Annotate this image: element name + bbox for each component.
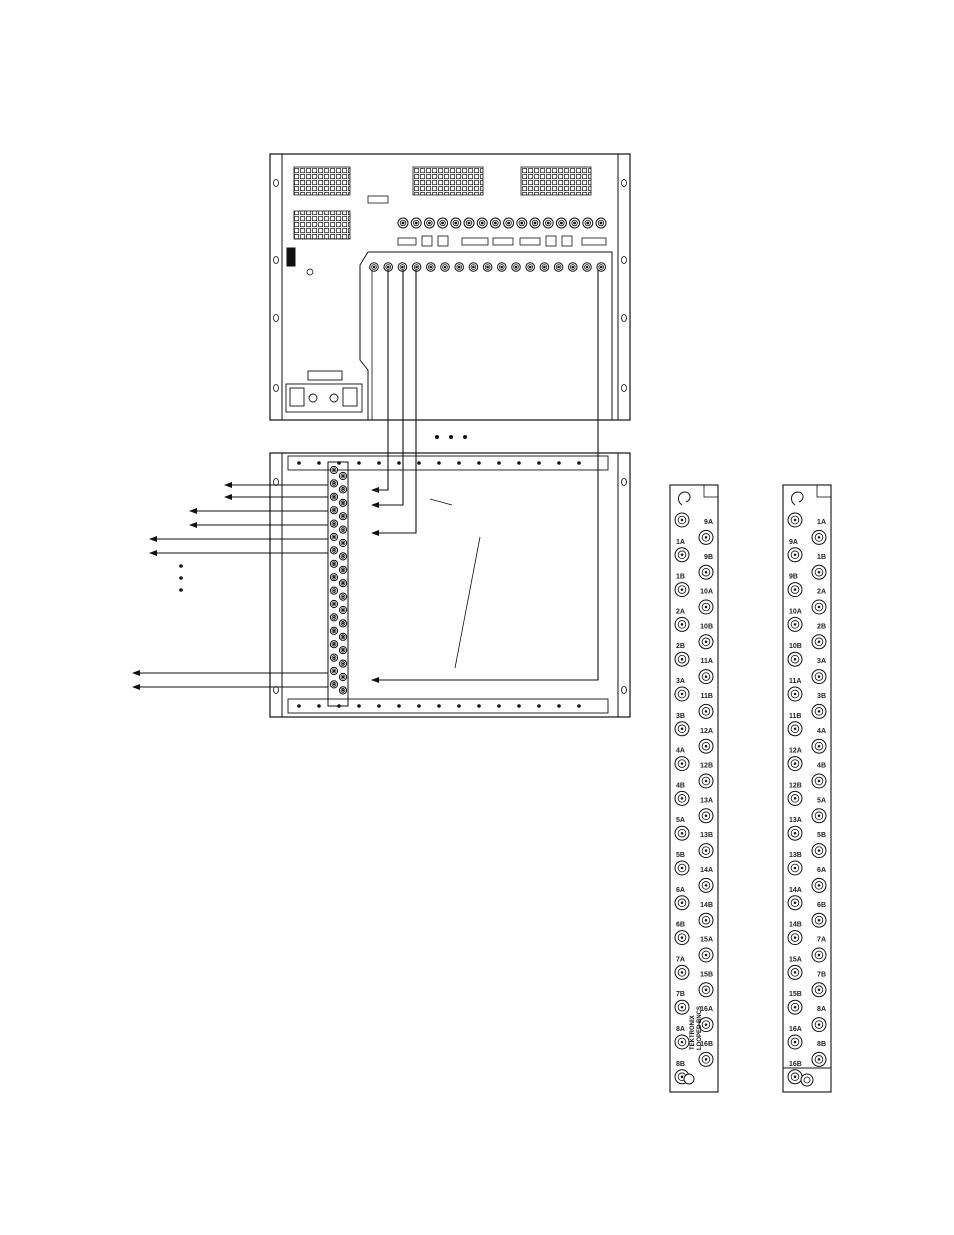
bnc-connector bbox=[675, 722, 689, 736]
bnc-connector bbox=[483, 263, 492, 272]
bnc-connector bbox=[699, 704, 713, 718]
connector-label: 1A bbox=[817, 519, 826, 526]
rack-screw bbox=[274, 257, 279, 264]
bnc-connector bbox=[540, 263, 549, 272]
bnc-connector bbox=[699, 635, 713, 649]
rail-hole bbox=[398, 462, 401, 465]
bnc-connector bbox=[339, 687, 346, 694]
connector-label: 15A bbox=[700, 936, 713, 944]
bnc-connector bbox=[339, 526, 346, 533]
bnc-connector bbox=[788, 1070, 802, 1084]
rail-hole bbox=[478, 462, 481, 465]
bnc-connector bbox=[812, 635, 826, 649]
bnc-connector bbox=[438, 218, 448, 228]
bnc-connector bbox=[583, 218, 593, 228]
bnc-connector bbox=[339, 580, 346, 587]
bnc-connector bbox=[596, 218, 606, 228]
db-connector bbox=[368, 196, 388, 203]
connector-label: 10B bbox=[789, 643, 802, 651]
rail-hole bbox=[318, 705, 321, 708]
rail-hole bbox=[418, 462, 421, 465]
bnc-row-upper bbox=[398, 218, 606, 228]
bnc-connector bbox=[398, 218, 408, 228]
output-arrows bbox=[133, 485, 328, 687]
rack-screw bbox=[622, 180, 627, 187]
bnc-connector bbox=[788, 722, 802, 736]
bnc-connector bbox=[339, 553, 346, 560]
bnc-connector bbox=[675, 583, 689, 597]
bnc-connector bbox=[464, 218, 474, 228]
connector-label: 13A bbox=[700, 797, 713, 805]
bnc-connector bbox=[339, 660, 346, 667]
looped-bnc-panel-left bbox=[670, 485, 718, 1092]
bnc-connector bbox=[330, 627, 337, 634]
bnc-connector bbox=[788, 791, 802, 805]
bnc-connector bbox=[812, 948, 826, 962]
port bbox=[462, 238, 488, 245]
bnc-connector bbox=[339, 566, 346, 573]
bnc-connector bbox=[330, 667, 337, 674]
port bbox=[562, 236, 572, 246]
brand-name: TEKTRONIX bbox=[690, 1015, 696, 1050]
bnc-connector bbox=[699, 1052, 713, 1066]
bnc-connector bbox=[330, 520, 337, 527]
bnc-connector bbox=[330, 560, 337, 567]
connector-label: 8B bbox=[676, 1060, 685, 1068]
bnc-connector bbox=[788, 757, 802, 771]
connector-label: 1B bbox=[817, 553, 826, 561]
connector-label: 12B bbox=[700, 762, 713, 770]
bnc-connector bbox=[455, 263, 464, 272]
bnc-connector bbox=[330, 600, 337, 607]
bnc-connector bbox=[330, 547, 337, 554]
bnc-connector bbox=[812, 670, 826, 684]
bnc-connector bbox=[512, 263, 521, 272]
rail-hole bbox=[338, 462, 341, 465]
bnc-connector bbox=[530, 218, 540, 228]
bnc-connector bbox=[330, 587, 337, 594]
rail-hole bbox=[558, 462, 561, 465]
bnc-connector bbox=[339, 606, 346, 613]
connector-label: 7A bbox=[676, 956, 685, 964]
connector-label: 5A bbox=[676, 817, 685, 825]
bnc-connector bbox=[570, 218, 580, 228]
panel-mount-hole bbox=[684, 1074, 694, 1084]
bnc-connector bbox=[675, 1000, 689, 1014]
connector-label: 7A bbox=[817, 936, 826, 944]
bnc-connector bbox=[675, 965, 689, 979]
connector-label: 9A bbox=[789, 538, 798, 546]
brand-subtitle: LOOPED BNCS bbox=[697, 1005, 703, 1050]
bnc-connector bbox=[699, 565, 713, 579]
connector-label: 14A bbox=[700, 867, 713, 874]
connector-label: 11A bbox=[789, 678, 802, 685]
bnc-connector bbox=[675, 791, 689, 805]
rail-hole bbox=[418, 705, 421, 708]
bnc-connector bbox=[675, 652, 689, 666]
connector-label: 5B bbox=[676, 852, 685, 859]
signal-cables bbox=[372, 270, 598, 680]
connector-label: 9B bbox=[789, 573, 798, 581]
bnc-connector bbox=[812, 704, 826, 718]
connector-label: 3A bbox=[676, 678, 685, 685]
rail-hole bbox=[518, 462, 521, 465]
rail-hole bbox=[358, 705, 361, 708]
port bbox=[438, 236, 448, 246]
rail-hole bbox=[438, 462, 441, 465]
connector-label: 14A bbox=[789, 886, 802, 894]
bnc-connector bbox=[477, 218, 487, 228]
bnc-connector bbox=[339, 620, 346, 627]
bnc-connector bbox=[675, 1035, 689, 1049]
bnc-connector bbox=[339, 513, 346, 520]
bnc-connector bbox=[788, 1000, 802, 1014]
bnc-connector bbox=[812, 809, 826, 823]
rail-hole bbox=[378, 462, 381, 465]
bnc-connector bbox=[339, 647, 346, 654]
connector-label: 7B bbox=[817, 971, 826, 979]
rack-screw bbox=[622, 315, 627, 322]
rack-screw bbox=[274, 385, 279, 392]
rail-hole bbox=[558, 705, 561, 708]
port bbox=[520, 238, 540, 245]
bnc-connector bbox=[330, 493, 337, 500]
connector-label: 16A bbox=[789, 1026, 802, 1033]
bnc-connector bbox=[398, 263, 407, 272]
router-rear-panel bbox=[270, 154, 630, 420]
rack-screw bbox=[622, 687, 627, 694]
bnc-connector bbox=[675, 687, 689, 701]
bnc-connector bbox=[469, 263, 478, 272]
port bbox=[398, 238, 416, 245]
rail-hole bbox=[478, 705, 481, 708]
rail-hole bbox=[498, 705, 501, 708]
bnc-connector bbox=[330, 681, 337, 688]
bnc-connector bbox=[339, 633, 346, 640]
connector-label: 6A bbox=[817, 867, 826, 874]
connector-label: 13A bbox=[789, 817, 802, 825]
bnc-connector bbox=[569, 263, 578, 272]
rack-screw bbox=[274, 315, 279, 322]
bnc-connector bbox=[583, 263, 592, 272]
port bbox=[546, 236, 556, 246]
bnc-connector bbox=[441, 263, 450, 272]
bnc-connector bbox=[675, 826, 689, 840]
bnc-connector bbox=[675, 861, 689, 875]
rail-hole bbox=[458, 462, 461, 465]
connector-label: 2A bbox=[817, 588, 826, 596]
connector-label: 15B bbox=[789, 991, 802, 999]
bnc-connector bbox=[556, 218, 566, 228]
connector-label: 1B bbox=[676, 573, 685, 581]
bnc-connector bbox=[788, 931, 802, 945]
rail-hole bbox=[298, 705, 301, 708]
connector-label: 12A bbox=[700, 727, 713, 735]
connector-label: 4A bbox=[817, 727, 826, 735]
bnc-connector bbox=[788, 548, 802, 562]
connector-label: 8B bbox=[817, 1041, 826, 1048]
bnc-connector bbox=[788, 896, 802, 910]
connector-label: 6A bbox=[676, 886, 685, 894]
connector-label: 2B bbox=[676, 643, 685, 651]
output-continuation-dots bbox=[179, 564, 183, 592]
bnc-connector bbox=[330, 466, 337, 473]
connector-label: 11B bbox=[789, 712, 802, 720]
bnc-connector bbox=[812, 878, 826, 892]
bnc-connector bbox=[451, 218, 461, 228]
bnc-connector bbox=[812, 565, 826, 579]
bnc-connector bbox=[339, 539, 346, 546]
bnc-connector bbox=[788, 652, 802, 666]
connector-label: 8A bbox=[817, 1006, 826, 1014]
bnc-connector bbox=[504, 218, 514, 228]
bnc-connector bbox=[554, 263, 563, 272]
connector-label: 11B bbox=[700, 693, 713, 700]
bnc-connector bbox=[812, 739, 826, 753]
connector-label: 4B bbox=[817, 762, 826, 770]
connector-label: 5A bbox=[817, 797, 826, 805]
connector-label: 9B bbox=[704, 553, 713, 561]
loop-through-frame bbox=[270, 453, 630, 717]
bnc-connector bbox=[675, 513, 689, 527]
rail-hole bbox=[498, 462, 501, 465]
bnc-connector bbox=[490, 218, 500, 228]
bnc-connector bbox=[424, 218, 434, 228]
port bbox=[493, 238, 513, 245]
bnc-connector bbox=[675, 548, 689, 562]
bnc-connector bbox=[675, 757, 689, 771]
bnc-connector bbox=[699, 983, 713, 997]
connector-label: 7B bbox=[676, 991, 685, 999]
bnc-connector bbox=[543, 218, 553, 228]
connector-label: 10B bbox=[700, 623, 713, 631]
bnc-connector bbox=[339, 486, 346, 493]
rack-screw bbox=[622, 385, 627, 392]
bnc-connector bbox=[339, 673, 346, 680]
bnc-connector bbox=[330, 533, 337, 540]
rack-screw bbox=[274, 180, 279, 187]
rail-hole bbox=[398, 705, 401, 708]
bnc-connector bbox=[812, 600, 826, 614]
rail-hole bbox=[538, 462, 541, 465]
bnc-connector bbox=[812, 1018, 826, 1032]
bnc-connector bbox=[788, 617, 802, 631]
bnc-connector bbox=[699, 878, 713, 892]
rail-hole bbox=[298, 462, 301, 465]
bnc-connector bbox=[788, 861, 802, 875]
bnc-connector bbox=[675, 896, 689, 910]
bnc-connector bbox=[526, 263, 535, 272]
bnc-connector bbox=[699, 600, 713, 614]
connector-label: 10A bbox=[700, 588, 713, 596]
connector-label: 2B bbox=[817, 623, 826, 631]
port bbox=[582, 238, 606, 245]
bnc-connector bbox=[339, 499, 346, 506]
bnc-connector bbox=[498, 263, 507, 272]
connector-label: 8A bbox=[676, 1026, 685, 1033]
connector-label: 13B bbox=[789, 852, 802, 859]
bnc-connector bbox=[330, 507, 337, 514]
connector-label: 5B bbox=[817, 832, 826, 840]
network-port-row bbox=[398, 236, 606, 246]
rail-hole bbox=[318, 462, 321, 465]
bnc-connector bbox=[788, 965, 802, 979]
rail-hole bbox=[358, 462, 361, 465]
bnc-connector bbox=[370, 263, 379, 272]
rail-hole bbox=[458, 705, 461, 708]
rack-screw bbox=[622, 479, 627, 486]
connector-label: 9A bbox=[704, 519, 713, 526]
bnc-connector bbox=[788, 826, 802, 840]
connector-label: 12B bbox=[789, 782, 802, 790]
bnc-connector bbox=[675, 617, 689, 631]
terminal-block bbox=[308, 371, 342, 380]
connector-label: 10A bbox=[789, 608, 802, 616]
bnc-connector bbox=[812, 913, 826, 927]
bnc-connector bbox=[812, 1052, 826, 1066]
bnc-connector bbox=[788, 687, 802, 701]
connector-label: 6B bbox=[676, 921, 685, 929]
bnc-connector bbox=[330, 614, 337, 621]
switch-block bbox=[287, 248, 295, 266]
connector-label: 2A bbox=[676, 608, 685, 616]
bnc-connector bbox=[517, 218, 527, 228]
connector-label: 6B bbox=[817, 901, 826, 909]
rack-screw bbox=[622, 257, 627, 264]
connector-label: 15B bbox=[700, 971, 713, 979]
connector-label: 16B bbox=[700, 1041, 713, 1048]
connector-label: 16B bbox=[789, 1060, 802, 1068]
rail-hole bbox=[538, 705, 541, 708]
rail-hole bbox=[338, 705, 341, 708]
bnc-connector bbox=[412, 263, 421, 272]
bnc-connector bbox=[427, 263, 436, 272]
continuation-dots bbox=[435, 435, 467, 439]
bnc-connector bbox=[812, 530, 826, 544]
connector-label: 15A bbox=[789, 956, 802, 964]
bnc-connector bbox=[699, 844, 713, 858]
connector-label: 3A bbox=[817, 658, 826, 666]
bnc-connector bbox=[699, 670, 713, 684]
connector-label: 3B bbox=[817, 693, 826, 700]
connector-label: 4B bbox=[676, 782, 685, 790]
bnc-connector bbox=[699, 913, 713, 927]
ac-inlet-right bbox=[343, 388, 357, 406]
connector-label: 4A bbox=[676, 747, 685, 755]
rail-hole bbox=[578, 462, 581, 465]
bnc-connector bbox=[699, 809, 713, 823]
rail-hole bbox=[518, 705, 521, 708]
bnc-connector bbox=[330, 654, 337, 661]
connector-label: 16A bbox=[700, 1006, 713, 1014]
rail-hole bbox=[438, 705, 441, 708]
rail-hole bbox=[378, 705, 381, 708]
bnc-connector bbox=[812, 983, 826, 997]
bnc-connector bbox=[812, 774, 826, 788]
bnc-connector bbox=[788, 583, 802, 597]
connector-label: 11A bbox=[700, 658, 713, 666]
bnc-connector bbox=[330, 641, 337, 648]
bnc-row-module bbox=[370, 263, 606, 272]
bnc-connector bbox=[411, 218, 421, 228]
connector-label: 13B bbox=[700, 832, 713, 840]
looped-bnc-panel-right bbox=[783, 485, 831, 1092]
bnc-connector bbox=[699, 739, 713, 753]
connector-label: 14B bbox=[700, 901, 713, 909]
bnc-connector bbox=[788, 1035, 802, 1049]
bnc-connector bbox=[330, 574, 337, 581]
ac-inlet-left bbox=[290, 388, 304, 406]
bnc-connector bbox=[339, 593, 346, 600]
port bbox=[422, 236, 432, 246]
connector-label: 3B bbox=[676, 712, 685, 720]
bnc-connector bbox=[699, 774, 713, 788]
connector-label: 1A bbox=[676, 538, 685, 546]
bnc-connector bbox=[699, 948, 713, 962]
bnc-connector bbox=[339, 472, 346, 479]
connector-label: 14B bbox=[789, 921, 802, 929]
panel-mount-hole bbox=[801, 1074, 813, 1086]
rail-hole bbox=[578, 705, 581, 708]
bnc-connector bbox=[675, 931, 689, 945]
bnc-connector bbox=[330, 480, 337, 487]
bnc-connector bbox=[812, 844, 826, 858]
bnc-connector bbox=[699, 530, 713, 544]
connector-label: 12A bbox=[789, 747, 802, 755]
bnc-connector bbox=[788, 513, 802, 527]
